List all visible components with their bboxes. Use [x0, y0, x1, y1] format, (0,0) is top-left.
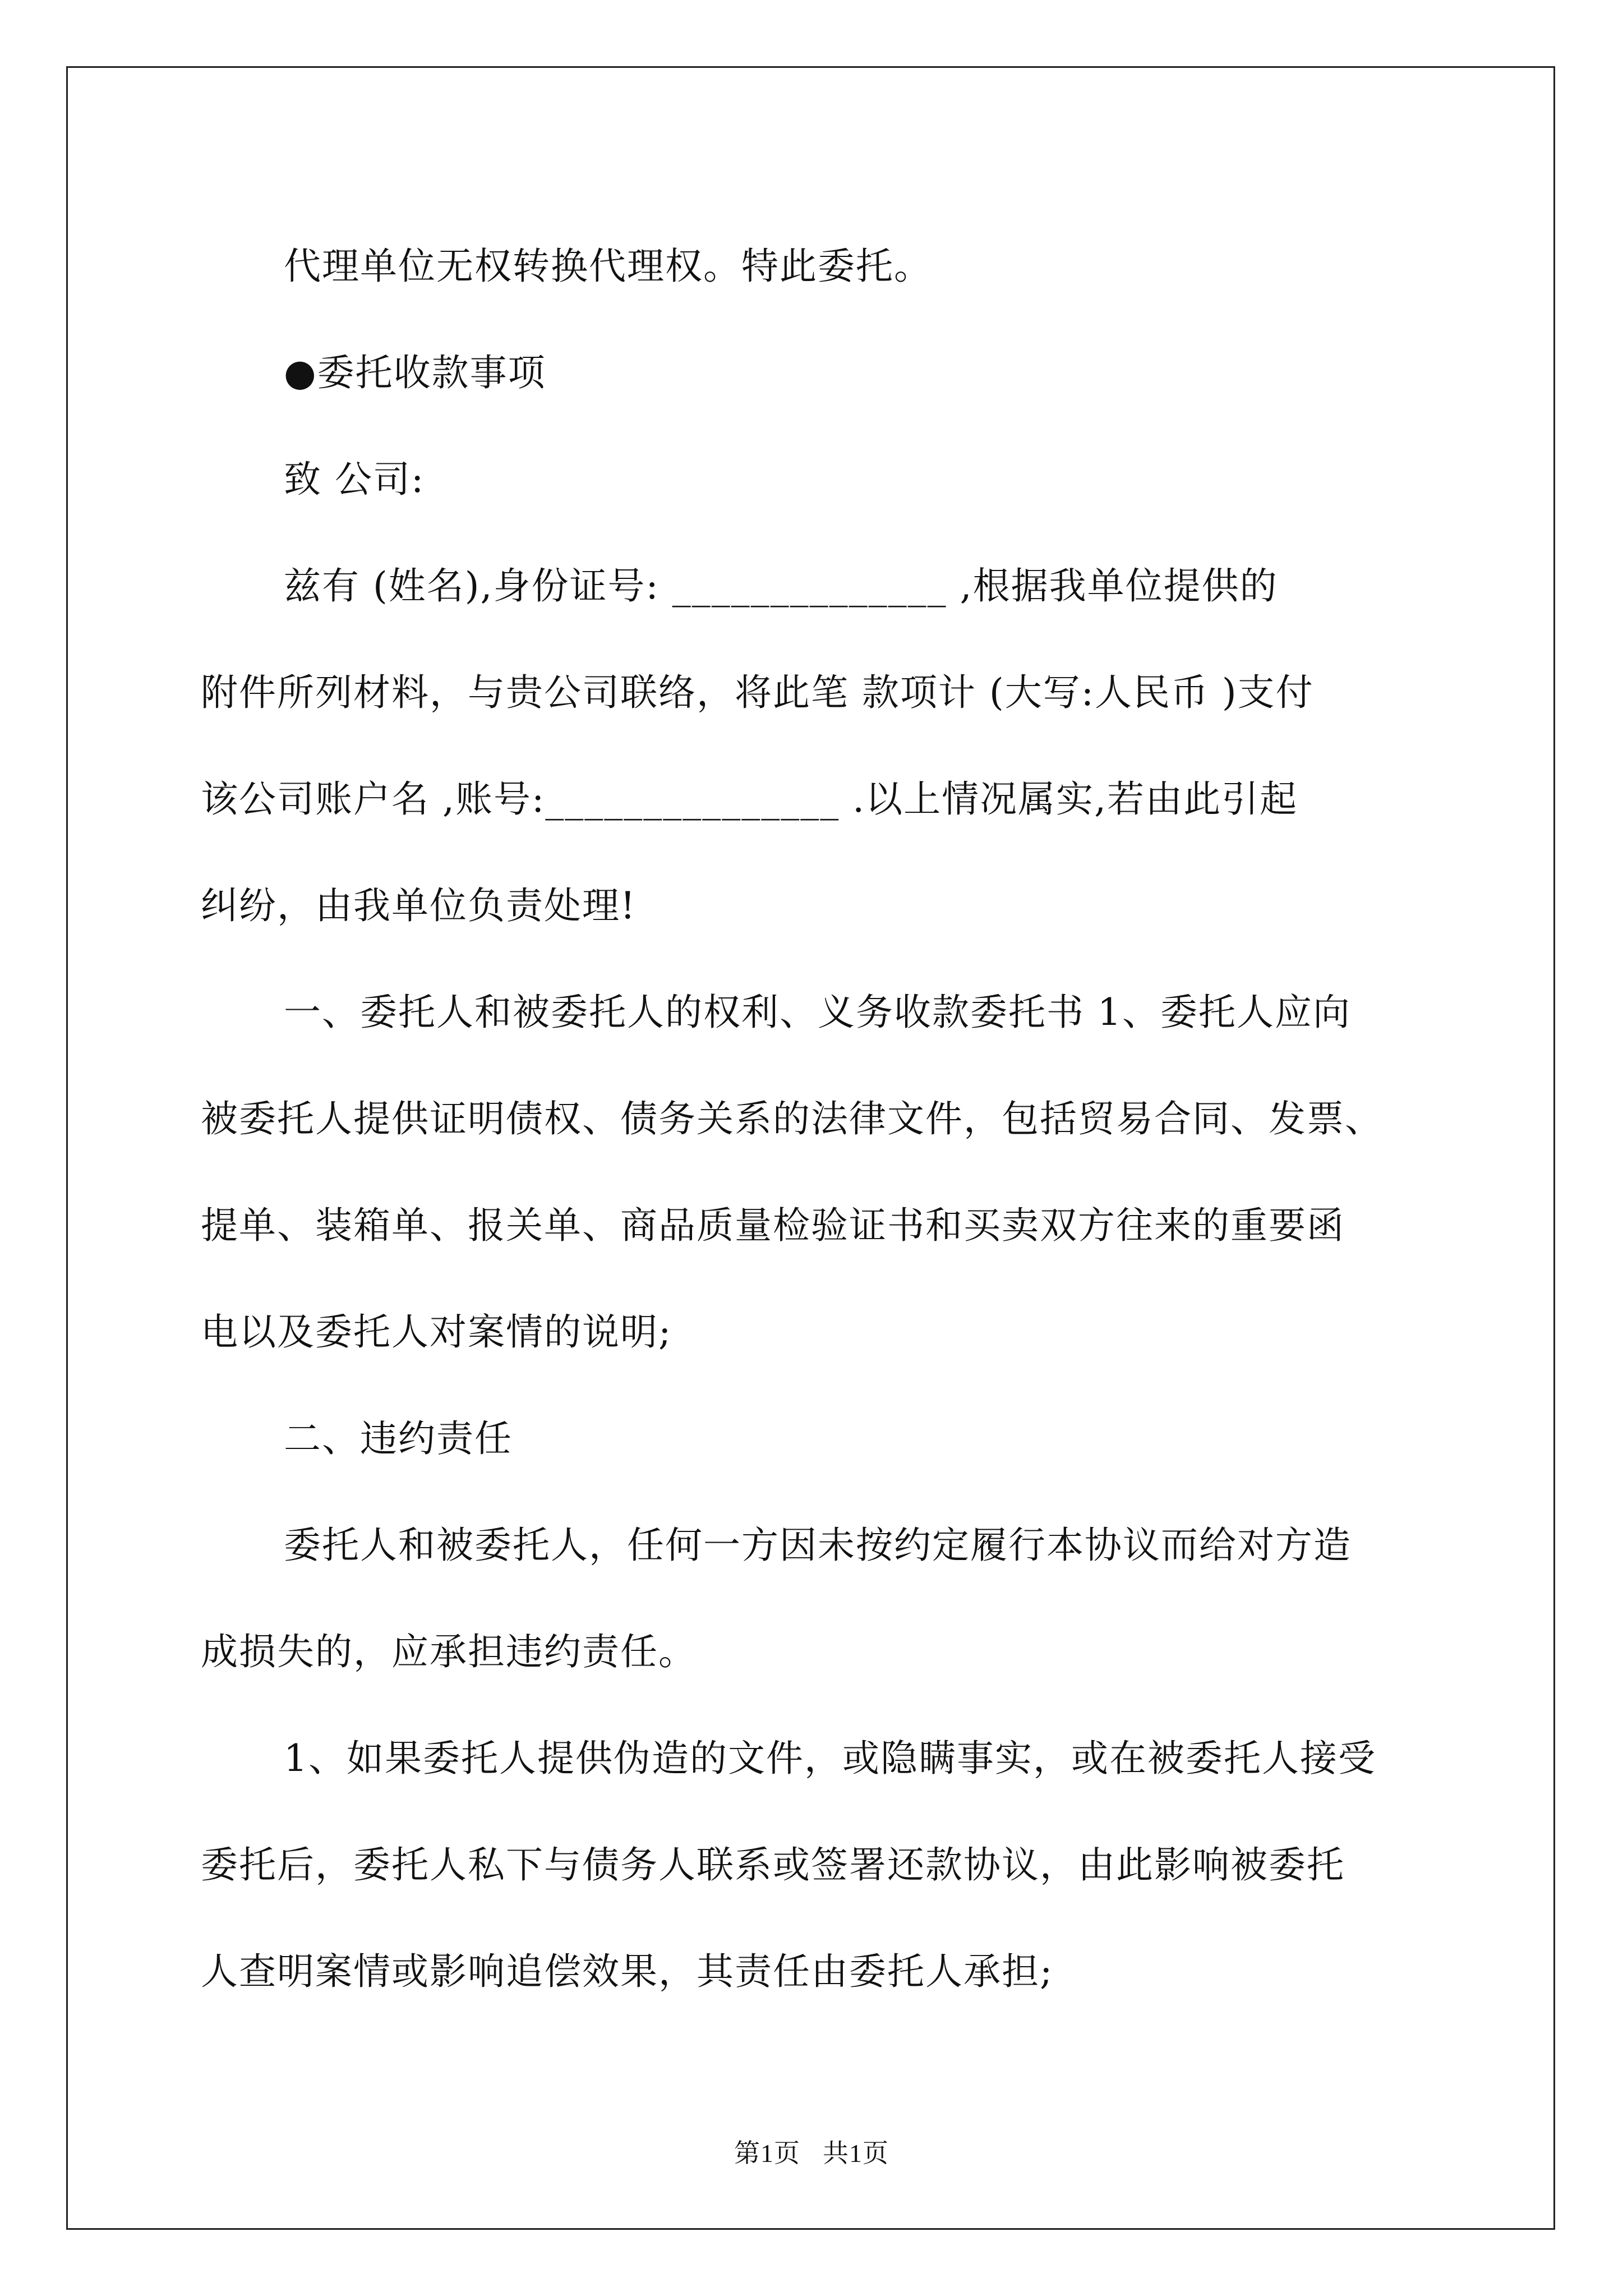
text-line: 附件所列材料，与贵公司联络，将此笔 款项计 (大写:人民币 )支付: [201, 671, 1314, 714]
paragraph-authorization: [201, 533, 1423, 959]
section-heading: ●委托收款事项: [284, 351, 546, 394]
text-line: 纠纷，由我单位负责处理!: [201, 884, 637, 927]
paragraph-heading-collection: [201, 320, 1423, 426]
text-line: 1、如果委托人提供伪造的文件，或隐瞒事实，或在被委托人接受: [284, 1737, 1376, 1780]
paragraph-breach-heading: [201, 1386, 1423, 1492]
document-body: [201, 213, 1423, 2025]
text-line: 代理单位无权转换代理权。特此委托。: [284, 245, 932, 288]
text-line: 电以及委托人对案情的说明;: [201, 1310, 672, 1354]
paragraph-clause-1: [201, 1705, 1423, 2025]
text-line: 人查明案情或影响追偿效果，其责任由委托人承担;: [201, 1950, 1054, 1993]
page-total: 共1页: [823, 2139, 889, 2168]
text-line: 该公司账户名 ,账号:_______________ .以上情况属实,若由此引起: [201, 777, 1298, 821]
text-line: 委托人和被委托人，任何一方因未按约定履行本协议而给对方造: [284, 1524, 1352, 1567]
section-heading: 二、违约责任: [284, 1417, 513, 1460]
paragraph-salutation: [201, 426, 1423, 533]
paragraph-1: [201, 213, 1423, 320]
text-line: 提单、装箱单、报关单、商品质量检验证书和买卖双方往来的重要函: [201, 1204, 1345, 1247]
page-number: 第1页: [734, 2139, 800, 2168]
salutation: 致 公司:: [284, 458, 425, 501]
page-footer: [0, 2133, 1623, 2170]
text-line: 成损失的，应承担违约责任。: [201, 1630, 697, 1673]
text-line: 兹有 (姓名),身份证号: ______________ ,根据我单位提供的: [284, 564, 1278, 608]
text-line: 委托后，委托人私下与债务人联系或签署还款协议，由此影响被委托: [201, 1843, 1345, 1887]
text-line: 一、委托人和被委托人的权利、义务收款委托书 1、委托人应向: [284, 991, 1351, 1034]
paragraph-breach-liability: [201, 1492, 1423, 1705]
paragraph-rights-obligations: [201, 959, 1423, 1386]
text-line: 被委托人提供证明债权、债务关系的法律文件，包括贸易合同、发票、: [201, 1097, 1383, 1140]
